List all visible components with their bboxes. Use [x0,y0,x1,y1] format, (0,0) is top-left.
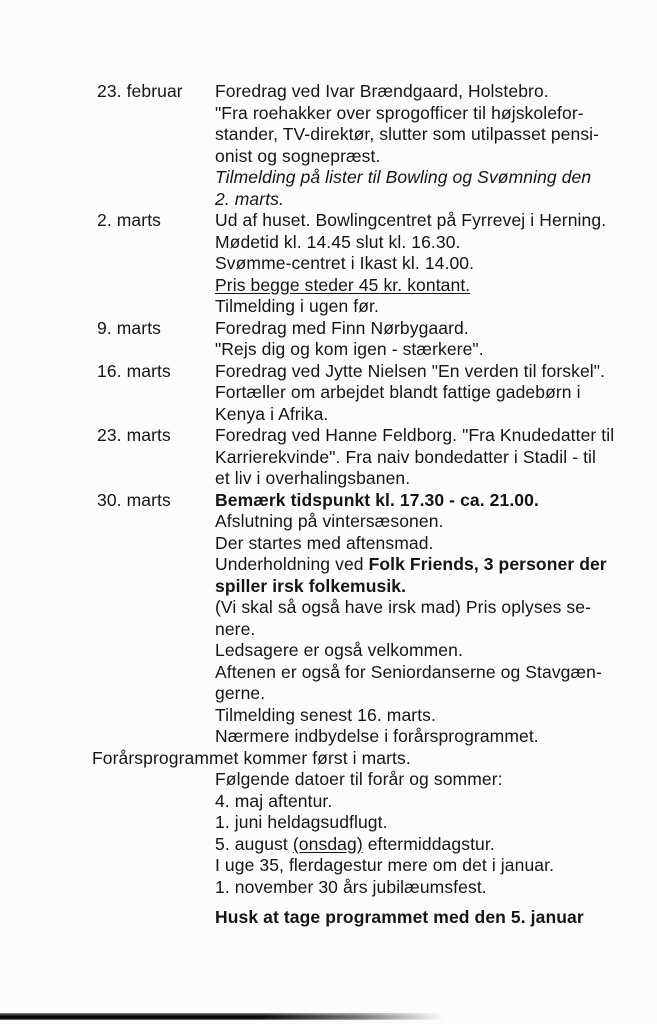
text-line [215,361,605,383]
text-line [215,812,584,834]
text-segment-bold: spiller irsk folkemusik. [215,575,407,596]
text-line [215,533,607,555]
entry-text [215,81,599,210]
text-segment-italic: 2. marts. [215,188,284,209]
schedule-entry [97,210,614,318]
text-segment-normal: Foredrag med Finn Nørbygaard. [215,317,469,338]
entry-text [215,210,606,318]
text-line [215,425,614,447]
text-segment-normal: Afslutning på vintersæsonen. [215,511,444,531]
text-line [215,511,607,533]
text-segment-normal: Fortæller om arbejdet blandt fattige gadebørn i [215,382,581,402]
text-segment-normal: Svømme-centret i Ikast kl. 14.00. [215,253,475,273]
text-segment-normal: "Rejs dig og kom igen - stærkere". [215,339,484,359]
entry-text [215,769,584,929]
text-line [215,576,607,598]
text-line [215,81,599,103]
text-line [215,877,584,899]
text-segment-normal: Ledsagere er også velkommen. [215,640,463,660]
text-line [215,124,599,146]
text-line [215,791,584,813]
text-segment-normal: I uge 35, flerdagestur mere om det i januar. [215,855,555,875]
text-segment-normal: Foredrag ved Ivar Brændgaard, Holstebro. [215,81,549,101]
text-line [215,907,584,929]
text-segment-normal: Der startes med aftensmad. [215,532,434,553]
entry-text [215,425,614,490]
text-segment-normal: Følgende datoer til forår og sommer: [215,769,503,789]
text-line [215,597,607,619]
text-segment-bold: Husk at tage programmet med den 5. januar [215,907,584,927]
text-segment-normal: Ud af huset. Bowlingcentret på Fyrrevej i Herning. [215,210,607,230]
text-line [215,662,607,684]
text-segment-normal: Forårsprogrammet kommer først i marts. [92,747,411,768]
text-segment-normal: Nærmere indbydelse i forårsprogrammet. [215,726,539,746]
text-segment-normal: onist og sognepræst. [215,145,381,166]
text-segment-normal: stander, TV-direktør, slutter som utilpasset pensi- [215,124,600,144]
text-line [215,683,607,705]
text-line [215,855,584,877]
text-segment-normal: Foredrag ved Hanne Feldborg. "Fra Knudedatter til [215,425,615,445]
text-line [215,404,605,426]
text-segment-italic: Tilmelding på lister til Bowling og Svømning den [215,167,592,187]
text-line [215,468,614,490]
text-segment-normal: 1. juni heldagsudflugt. [215,812,388,832]
text-segment-normal: Aftenen er også for Seniordanserne og Stavgæn- [215,661,602,682]
text-line [215,769,584,791]
text-line [215,210,606,232]
text-line [215,253,606,275]
entry-date: 9. marts [97,317,162,338]
text-line [215,834,584,856]
text-segment-normal: 5. august [215,833,293,854]
text-segment-normal: eftermiddagstur. [362,833,495,854]
scan-artifact-bar [0,1013,448,1020]
text-segment-bold: Bemærk tidspunkt kl. 17.30 - ca. 21.00. [215,489,539,510]
schedule-list [92,81,615,929]
text-segment-underline: (onsdag) [292,833,363,854]
text-segment-normal: Mødetid kl. 14.45 slut kl. 16.30. [215,231,461,252]
schedule-entry [97,490,614,748]
text-line [215,640,607,662]
entry-date: 23. februar [97,81,183,101]
text-segment-normal: et liv i overhalingsbanen. [215,468,411,488]
text-segment-underline: Pris begge steder 45 kr. kontant. [215,274,471,295]
text-segment-normal: Tilmelding i ugen før. [215,296,379,316]
text-line [215,296,606,318]
text-line [215,232,606,254]
entry-date: 23. marts [97,425,171,445]
text-segment-normal: 1. november 30 års jubilæumsfest. [215,876,487,897]
text-line [215,705,607,727]
text-segment-normal: nere. [215,618,256,639]
text-line [215,167,599,189]
entry-date: 16. marts [97,360,171,381]
text-line [215,339,484,361]
text-segment-normal: "Fra roehakker over sprogofficer til højskolefor- [215,102,584,123]
text-line [215,447,614,469]
entry-text [215,490,607,748]
text-line [215,726,607,748]
text-line [215,490,607,512]
text-line [215,103,599,125]
entry-date: 30. marts [97,489,171,510]
schedule-entry [97,425,614,490]
text-segment-normal: Foredrag ved Jytte Nielsen "En verden til forskel". [215,360,606,381]
text-segment-normal: (Vi skal så også have irsk mad) Pris oplyses se- [215,597,591,617]
text-segment-normal: Tilmelding senest 16. marts. [215,704,436,725]
text-line [215,619,607,641]
entry-text [92,748,411,770]
text-line [215,146,599,168]
entry-date: 2. marts [97,210,162,230]
schedule-entry [97,769,614,929]
schedule-entry [97,318,614,361]
text-segment-normal: Underholdning ved [215,554,369,574]
text-segment-normal: Kenya i Afrika. [215,403,329,424]
schedule-entry [97,361,614,426]
text-line [215,275,606,297]
text-segment-bold: Folk Friends, 3 personer der [368,554,607,574]
schedule-entry [92,748,614,770]
entry-text [215,318,484,361]
text-segment-normal: gerne. [215,683,266,703]
text-line [215,554,607,576]
entry-text [215,361,605,426]
text-line [215,382,605,404]
text-segment-normal: 4. maj aftentur. [215,790,333,811]
schedule-entry [97,81,614,210]
text-line [92,748,411,770]
text-line [215,318,484,340]
text-line [215,189,599,211]
text-segment-normal: Karrierekvinde". Fra naiv bondedatter i Stadil - til [215,446,597,467]
